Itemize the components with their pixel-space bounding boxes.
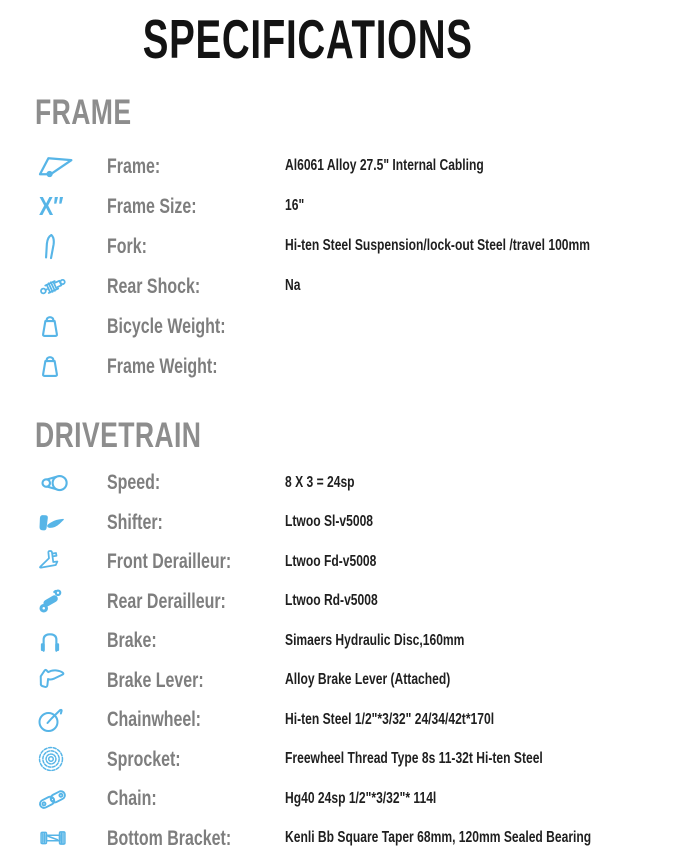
spec-label: Rear Shock: — [107, 274, 201, 298]
spec-label: Rear Derailleur: — [107, 589, 226, 613]
spec-label: Frame: — [107, 154, 161, 178]
spec-value: 16" — [285, 197, 305, 215]
rear-derailleur-icon — [35, 586, 107, 616]
section-heading-drivetrain: DRIVETRAIN — [35, 416, 202, 455]
spec-row — [0, 146, 673, 186]
spec-row — [0, 186, 673, 226]
spec-value: Simaers Hydraulic Disc,160mm — [285, 631, 465, 649]
spec-row — [0, 621, 673, 661]
spec-row — [0, 779, 673, 819]
spec-label: Bottom Bracket: — [107, 826, 232, 850]
chainwheel-icon — [35, 704, 107, 736]
rear-shock-icon — [35, 271, 107, 301]
fork-icon — [35, 230, 107, 262]
chain-icon — [35, 784, 107, 814]
spec-label: Brake: — [107, 629, 157, 653]
spec-section-drivetrain — [0, 418, 673, 858]
spec-row — [0, 542, 673, 582]
bottom-bracket-icon — [35, 824, 107, 852]
spec-row — [0, 661, 673, 701]
spec-row — [0, 819, 673, 859]
spec-label: Front Derailleur: — [107, 550, 232, 574]
shifter-icon — [35, 506, 107, 538]
spec-label: Sprocket: — [107, 747, 181, 771]
spec-section-frame — [0, 95, 673, 386]
spec-row — [0, 346, 673, 386]
brake-icon — [35, 625, 107, 657]
spec-label: Speed: — [107, 471, 161, 495]
spec-value: Hi-ten Steel Suspension/lock-out Steel /travel 100mm — [285, 237, 591, 255]
spec-label: Chain: — [107, 787, 157, 811]
spec-row — [0, 306, 673, 346]
spec-label: Frame Size: — [107, 194, 197, 218]
spec-label: Brake Lever: — [107, 668, 204, 692]
section-heading-frame: FRAME — [35, 93, 132, 132]
spec-value: Ltwoo Fd-v5008 — [285, 552, 377, 570]
spec-rows — [0, 463, 673, 858]
spec-value: Kenli Bb Square Taper 68mm, 120mm Sealed Bearing — [285, 829, 592, 847]
spec-value: Al6061 Alloy 27.5" Internal Cabling — [285, 157, 484, 175]
spec-value: Freewheel Thread Type 8s 11-32t Hi-ten Steel — [285, 750, 543, 768]
weight-icon — [35, 310, 107, 342]
spec-value: 8 X 3 = 24sp — [285, 473, 355, 491]
speed-icon — [35, 468, 107, 498]
spec-rows — [0, 146, 673, 386]
spec-label: Frame Weight: — [107, 354, 218, 378]
spec-row — [0, 740, 673, 780]
spec-row — [0, 266, 673, 306]
spec-row — [0, 463, 673, 503]
spec-label: Shifter: — [107, 510, 163, 534]
front-derailleur-icon — [35, 546, 107, 578]
spec-label: Chainwheel: — [107, 708, 202, 732]
spec-value: Alloy Brake Lever (Attached) — [285, 671, 451, 689]
spec-row — [0, 582, 673, 622]
spec-value: Hg40 24sp 1/2"*3/32"* 114l — [285, 789, 437, 807]
spec-value: Ltwoo Sl-v5008 — [285, 513, 374, 531]
weight-icon — [35, 350, 107, 382]
sprocket-icon — [35, 743, 107, 775]
spec-value: Na — [285, 277, 301, 295]
spec-value: Hi-ten Steel 1/2"*3/32" 24/34/42t*170l — [285, 710, 495, 728]
page-title: SPECIFICATIONS — [143, 8, 473, 70]
frame-size-icon: X″ — [39, 191, 64, 221]
spec-sections — [0, 95, 673, 858]
spec-label: Fork: — [107, 234, 147, 258]
spec-row — [0, 700, 673, 740]
brake-lever-icon — [35, 664, 107, 696]
spec-label: Bicycle Weight: — [107, 314, 226, 338]
bike-frame-icon — [35, 150, 107, 182]
spec-row — [0, 503, 673, 543]
spec-row — [0, 226, 673, 266]
spec-value: Ltwoo Rd-v5008 — [285, 592, 378, 610]
